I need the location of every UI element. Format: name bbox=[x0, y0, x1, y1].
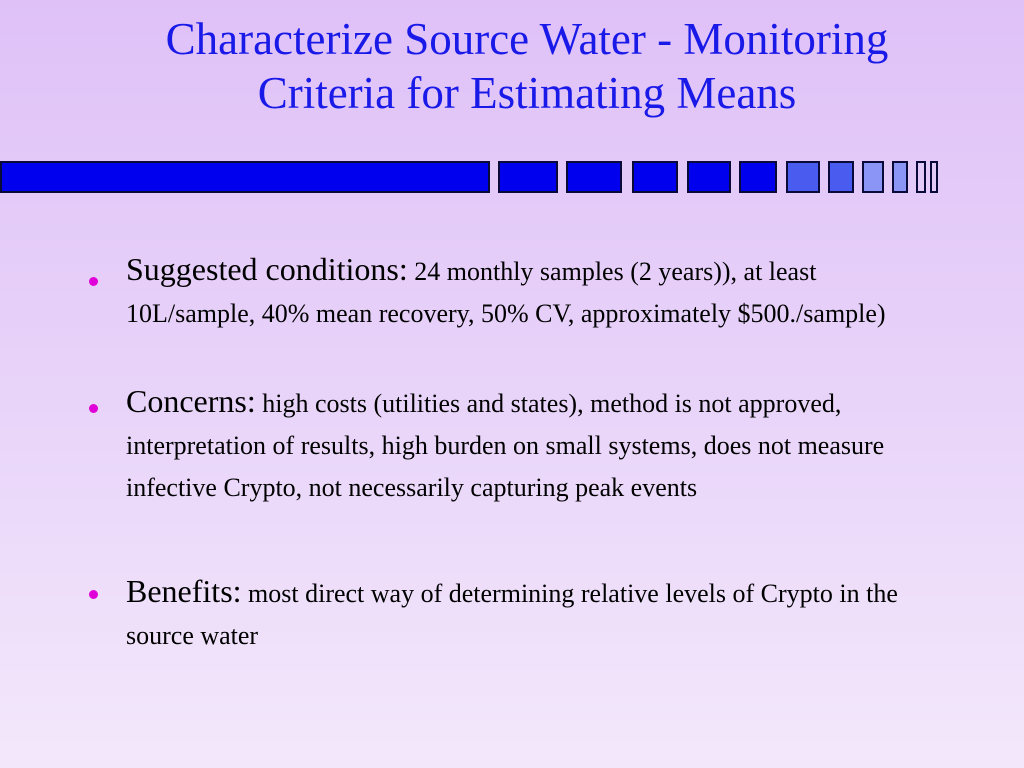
bullet-text bbox=[126, 572, 926, 659]
slide-title-line-2: Criteria for Estimating Means bbox=[257, 68, 797, 118]
bar-block bbox=[498, 161, 558, 193]
bullet-body: 24 monthly samples (2 years)), at least 10L/sample, 40% mean recovery, 50% CV, approximately $500./sample) bbox=[126, 257, 886, 328]
bullet-text bbox=[126, 250, 926, 337]
bullet-item-suggested-conditions bbox=[126, 250, 926, 337]
bar-block-light bbox=[828, 161, 854, 193]
slide-title-line-1: Characterize Source Water - Monitoring bbox=[165, 14, 889, 64]
slide-title bbox=[0, 12, 1024, 120]
decorative-bar-strip bbox=[0, 161, 1024, 193]
bullet-body: most direct way of determining relative levels of Crypto in the source water bbox=[126, 579, 898, 650]
bullet-item-concerns bbox=[126, 382, 926, 511]
bar-block-light bbox=[786, 161, 820, 193]
bullet-heading: Suggested conditions: bbox=[126, 251, 408, 287]
bullet-body: high costs (utilities and states), method is not approved, interpretation of results, high burden on small systems, does not measure infective Crypto, not necessarily capturing peak events bbox=[126, 389, 885, 502]
bar-block-pale bbox=[916, 161, 926, 193]
bar-block bbox=[632, 161, 678, 193]
bullet-heading: Benefits: bbox=[126, 573, 242, 609]
bullet-heading: Concerns: bbox=[126, 383, 256, 419]
bar-block bbox=[687, 161, 731, 193]
bar-block-pale bbox=[930, 161, 938, 193]
bar-block-lighter bbox=[862, 161, 884, 193]
bar-block-long bbox=[0, 161, 490, 193]
bar-block-lighter bbox=[892, 161, 908, 193]
bullet-dot-icon bbox=[89, 277, 98, 286]
bullet-dot-icon bbox=[89, 404, 98, 413]
bar-block bbox=[566, 161, 622, 193]
bullet-item-benefits bbox=[126, 572, 926, 659]
bullet-dot-icon bbox=[89, 590, 98, 599]
bullet-text bbox=[126, 382, 926, 511]
bar-block bbox=[739, 161, 777, 193]
